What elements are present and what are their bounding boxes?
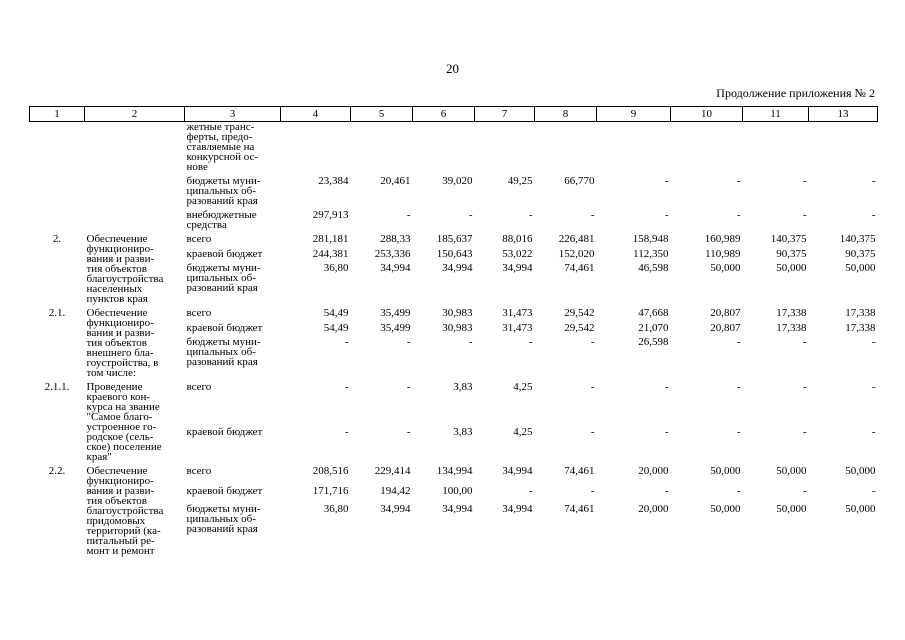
row-number: 2.2.: [48, 465, 66, 477]
table-row: [30, 122, 878, 173]
row-value-col-7: 4,25: [513, 381, 533, 393]
row-value-col-4: 54,49: [323, 307, 349, 319]
header-col-5: 5: [351, 107, 413, 122]
row-value-col-8: -: [590, 209, 595, 221]
row-value-col-9: -: [664, 175, 669, 187]
continuation-label: Продолжение приложения № 2: [716, 86, 875, 100]
row-funding-source: бюджеты муни- ципальных об- разований края: [186, 335, 261, 368]
row-value-col-11: 90,375: [776, 248, 807, 261]
row-value-col-11: [743, 122, 809, 173]
row-value-col-5: 35,499: [380, 307, 411, 319]
row-value-col-8: 74,461: [564, 502, 595, 515]
row-value-col-11: -: [802, 209, 807, 221]
row-value-col-7: 53,022: [502, 248, 533, 261]
row-funding-source: бюджеты муни- ципальных об- разований края: [186, 261, 261, 294]
row-value-col-8: 29,542: [564, 322, 595, 335]
row-value-col-12: -: [871, 209, 876, 221]
header-col-2: 2: [85, 107, 185, 122]
header-col-13: 13: [809, 107, 878, 122]
row-funding-source: всего: [186, 307, 212, 319]
row-activity-name: Обеспечение функциониро- вания и разви- тия объектов благоустройства придомовых территорий (ка- питальный ре- монт и ремонт: [86, 465, 164, 557]
row-value-col-12: 17,338: [845, 322, 876, 335]
row-value-col-9: 46,598: [638, 261, 669, 274]
row-value-col-12: -: [871, 381, 876, 393]
header-col-6: 6: [413, 107, 475, 122]
row-funding-source: жетные транс- ферты, предо- ставляемые на конкурсной ос- нове: [186, 121, 259, 173]
row-value-col-5: -: [406, 335, 411, 348]
row-value-col-6: 185,637: [436, 233, 473, 245]
row-value-col-5: 35,499: [380, 322, 411, 335]
row-value-col-9: -: [664, 485, 669, 498]
row-value-col-12: 50,000: [845, 261, 876, 274]
row-value-col-10: -: [736, 209, 741, 221]
row-funding-source: всего: [186, 233, 212, 245]
row-number: 2.1.1.: [44, 381, 70, 393]
row-value-col-4: -: [344, 381, 349, 393]
row-activity-name: [85, 172, 185, 206]
header-col-11: 11: [743, 107, 809, 122]
row-funding-source: краевой бюджет: [186, 485, 263, 498]
row-value-col-10: 50,000: [710, 261, 741, 274]
row-value-col-11: 50,000: [776, 465, 807, 477]
row-value-col-9: -: [664, 426, 669, 438]
row-value-col-12: 50,000: [845, 465, 876, 477]
table-row: [30, 462, 878, 486]
row-value-col-7: 34,994: [502, 502, 533, 515]
row-value-col-9: 20,000: [638, 465, 669, 477]
row-funding-source: краевой бюджет: [186, 322, 263, 335]
row-funding-source: бюджеты муни- ципальных об- разований края: [186, 175, 261, 207]
table-body: [30, 122, 878, 557]
row-value-col-5: 253,336: [374, 248, 411, 261]
row-value-col-4: 281,181: [312, 233, 349, 245]
row-number: [30, 206, 85, 230]
table-row: [30, 206, 878, 230]
row-value-col-4: 36,80: [323, 261, 349, 274]
row-value-col-8: 29,542: [564, 307, 595, 319]
row-value-col-5: 288,33: [380, 233, 411, 245]
row-activity-name: [85, 122, 185, 173]
row-value-col-11: 50,000: [776, 502, 807, 515]
row-value-col-5: 34,994: [380, 502, 411, 515]
row-number: [30, 172, 85, 206]
row-value-col-6: 34,994: [442, 502, 473, 515]
row-value-col-4: 244,381: [312, 248, 349, 261]
row-value-col-8: 74,461: [564, 465, 595, 477]
row-activity-name: Проведение краевого кон- курса на звание "Самое благо- устроенное го- родское (сель- ское) поселение края": [86, 381, 162, 463]
row-value-col-4: 297,913: [312, 209, 349, 221]
row-value-col-12: -: [871, 485, 876, 498]
row-value-col-6: -: [468, 209, 473, 221]
header-col-10: 10: [671, 107, 743, 122]
table-row: [30, 304, 878, 323]
row-value-col-8: -: [590, 485, 595, 498]
row-value-col-12: [809, 122, 878, 173]
row-funding-source: краевой бюджет: [186, 426, 263, 438]
row-value-col-12: 140,375: [839, 233, 876, 245]
row-value-col-7: -: [528, 335, 533, 348]
row-value-col-8: 66,770: [564, 175, 595, 187]
row-value-col-12: -: [871, 335, 876, 348]
row-value-col-5: -: [406, 209, 411, 221]
annex-table: [29, 106, 878, 556]
row-value-col-7: 4,25: [513, 426, 533, 438]
row-value-col-4: 171,716: [312, 485, 349, 498]
row-value-col-7: 34,994: [502, 261, 533, 274]
row-value-col-8: 152,020: [558, 248, 595, 261]
header-col-7: 7: [475, 107, 535, 122]
row-value-col-10: 110,989: [705, 248, 741, 261]
row-value-col-11: 17,338: [776, 322, 807, 335]
row-value-col-4: 36,80: [323, 502, 349, 515]
row-value-col-7: -: [528, 485, 533, 498]
row-value-col-9: 26,598: [638, 335, 669, 348]
row-value-col-8: 226,481: [558, 233, 595, 245]
row-value-col-9: -: [664, 209, 669, 221]
row-value-col-10: -: [736, 335, 741, 348]
row-funding-source: краевой бюджет: [186, 248, 263, 261]
row-number: [30, 122, 85, 173]
row-funding-source: внебюджетные средства: [186, 209, 257, 231]
row-value-col-8: -: [590, 381, 595, 393]
row-funding-source: всего: [186, 465, 212, 477]
row-value-col-4: -: [344, 335, 349, 348]
row-value-col-10: [671, 122, 743, 173]
row-value-col-9: 112,350: [633, 248, 669, 261]
page-number: 20: [446, 61, 459, 76]
row-value-col-11: -: [802, 381, 807, 393]
row-value-col-10: -: [736, 381, 741, 393]
row-value-col-11: -: [802, 426, 807, 438]
row-value-col-12: 17,338: [845, 307, 876, 319]
row-value-col-10: -: [736, 426, 741, 438]
row-activity-name: Обеспечение функциониро- вания и разви- тия объектов внешнего бла- гоустройства, в том числе:: [86, 307, 159, 379]
row-value-col-7: 31,473: [502, 307, 533, 319]
row-value-col-6: 150,643: [436, 248, 473, 261]
row-value-col-8: -: [590, 426, 595, 438]
row-value-col-6: 134,994: [436, 465, 473, 477]
row-value-col-10: 50,000: [710, 502, 741, 515]
row-activity-name: Обеспечение функциониро- вания и разви- тия объектов благоустройства населенных пунктов края: [86, 233, 164, 305]
row-value-col-7: 31,473: [502, 322, 533, 335]
row-number: 2.1.: [48, 307, 66, 319]
row-value-col-11: 17,338: [776, 307, 807, 319]
row-value-col-5: -: [406, 426, 411, 438]
table-row: [30, 172, 878, 206]
row-value-col-11: 50,000: [776, 261, 807, 274]
row-value-col-7: -: [528, 209, 533, 221]
row-value-col-6: 30,983: [442, 307, 473, 319]
row-value-col-6: 30,983: [442, 322, 473, 335]
row-value-col-10: -: [736, 175, 741, 187]
header-col-4: 4: [281, 107, 351, 122]
row-value-col-12: -: [871, 426, 876, 438]
row-value-col-6: [413, 122, 475, 173]
header-col-8: 8: [535, 107, 597, 122]
row-value-col-11: -: [802, 175, 807, 187]
row-value-col-11: -: [802, 335, 807, 348]
row-value-col-6: 39,020: [442, 175, 473, 187]
row-value-col-11: -: [802, 485, 807, 498]
row-value-col-6: 3,83: [453, 426, 473, 438]
row-value-col-6: -: [468, 335, 473, 348]
row-value-col-9: 47,668: [638, 307, 669, 319]
row-value-col-6: 34,994: [442, 261, 473, 274]
row-value-col-9: [597, 122, 671, 173]
row-value-col-10: -: [736, 485, 741, 498]
row-value-col-9: 21,070: [638, 322, 669, 335]
row-value-col-5: 34,994: [380, 261, 411, 274]
row-value-col-10: 160,989: [704, 233, 741, 245]
row-value-col-5: 229,414: [374, 465, 411, 477]
table-row: [30, 378, 878, 427]
row-value-col-10: 20,807: [710, 307, 741, 319]
row-value-col-4: 208,516: [312, 465, 349, 477]
header-col-1: 1: [30, 107, 85, 122]
row-value-col-11: 140,375: [770, 233, 807, 245]
table-header-row: [30, 107, 878, 122]
row-value-col-7: 49,25: [507, 175, 533, 187]
header-col-9: 9: [597, 107, 671, 122]
row-value-col-4: -: [344, 426, 349, 438]
row-value-col-6: 100,00: [442, 485, 473, 498]
table-row: [30, 230, 878, 249]
row-value-col-5: 194,42: [380, 485, 411, 498]
row-value-col-4: 54,49: [323, 322, 349, 335]
header-col-3: 3: [185, 107, 281, 122]
row-value-col-10: 20,807: [710, 322, 741, 335]
row-value-col-7: 34,994: [502, 465, 533, 477]
row-value-col-10: 50,000: [710, 465, 741, 477]
row-value-col-9: 20,000: [638, 502, 669, 515]
row-value-col-5: [351, 122, 413, 173]
row-value-col-12: 50,000: [845, 502, 876, 515]
row-value-col-8: [535, 122, 597, 173]
row-value-col-7: [475, 122, 535, 173]
row-value-col-12: 90,375: [845, 248, 876, 261]
row-value-col-8: 74,461: [564, 261, 595, 274]
row-value-col-12: -: [871, 175, 876, 187]
row-value-col-4: [281, 122, 351, 173]
row-value-col-9: 158,948: [632, 233, 669, 245]
row-value-col-5: 20,461: [380, 175, 411, 187]
row-value-col-9: -: [664, 381, 669, 393]
row-number: 2.: [52, 233, 62, 245]
row-value-col-8: -: [590, 335, 595, 348]
row-funding-source: всего: [186, 381, 212, 393]
row-value-col-4: 23,384: [318, 175, 349, 187]
row-value-col-7: 88,016: [502, 233, 533, 245]
row-value-col-5: -: [406, 381, 411, 393]
row-value-col-6: 3,83: [453, 381, 473, 393]
row-funding-source: бюджеты муни- ципальных об- разований края: [186, 502, 261, 535]
row-activity-name: [85, 206, 185, 230]
